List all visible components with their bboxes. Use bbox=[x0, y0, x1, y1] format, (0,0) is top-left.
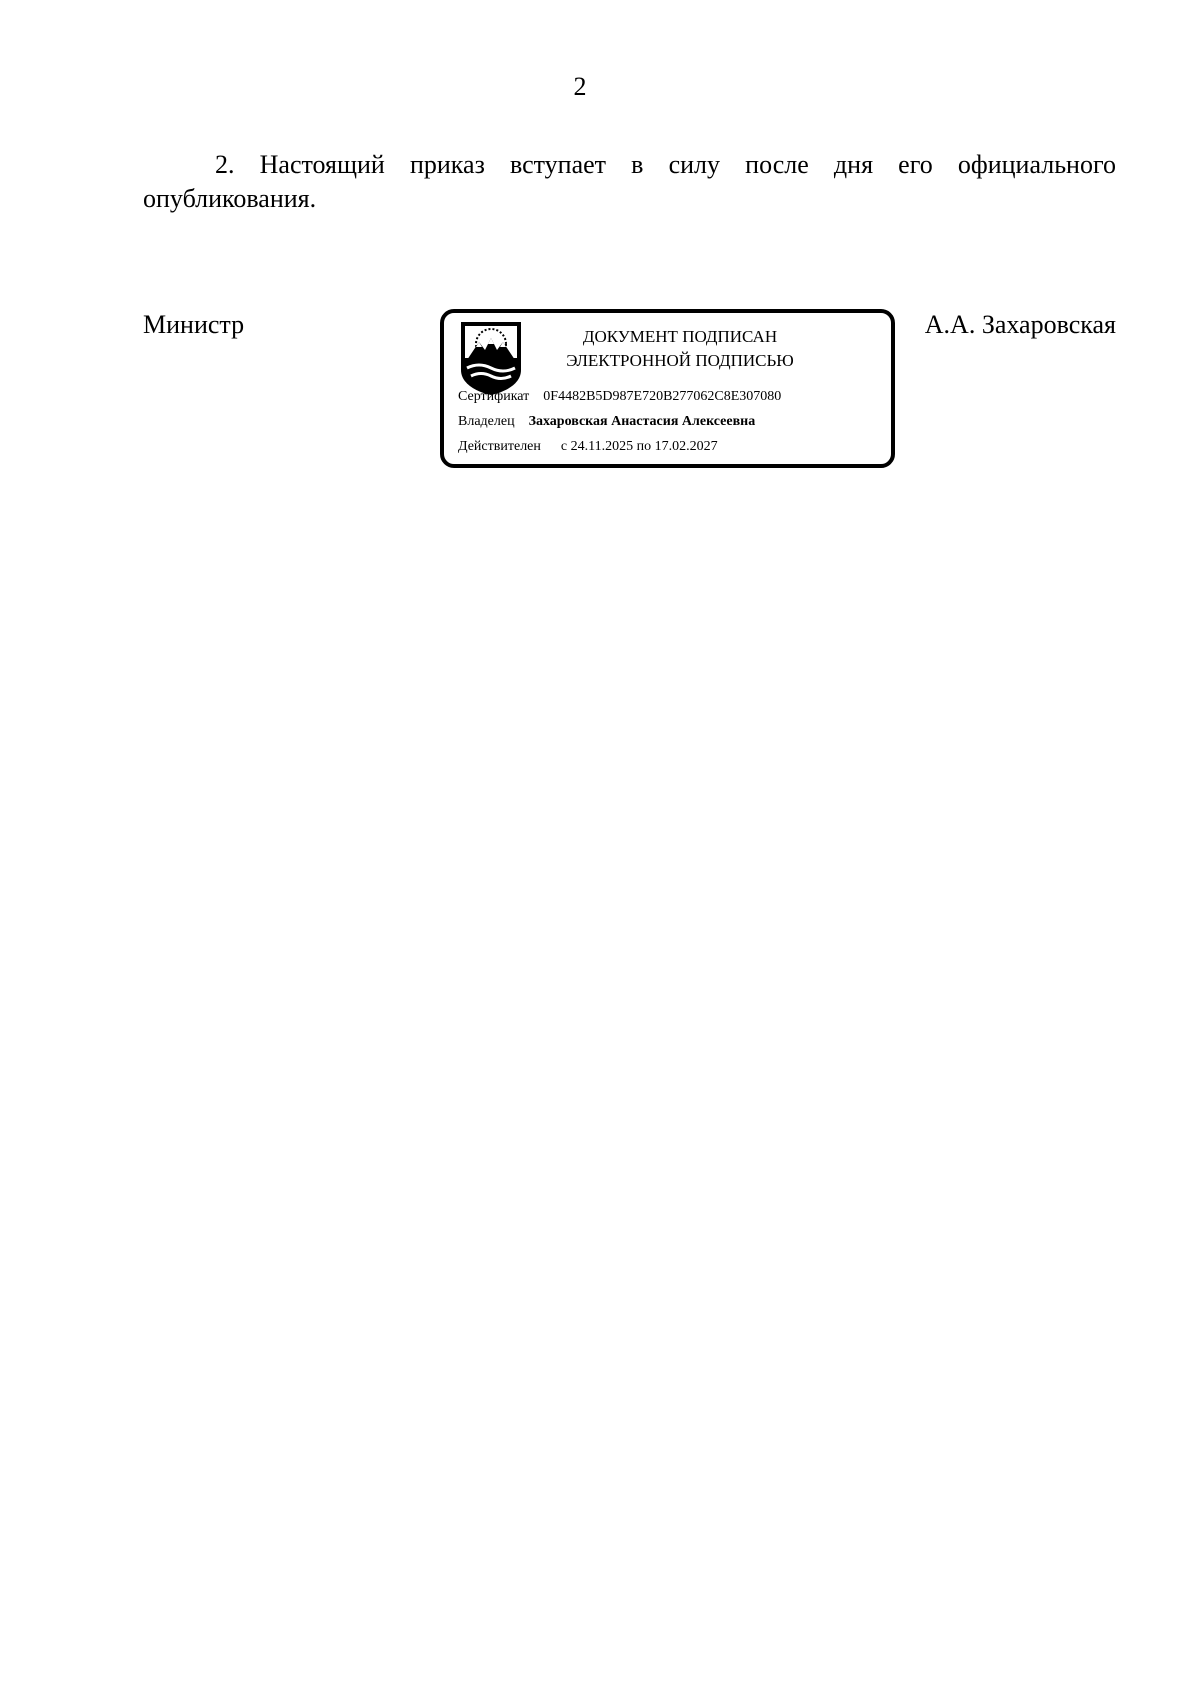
validity-label: Действителен bbox=[458, 439, 541, 454]
signer-position: Министр bbox=[143, 310, 245, 339]
certificate-label: Сертификат bbox=[458, 389, 530, 404]
page-number: 2 bbox=[573, 72, 587, 101]
stamp-title-line-2: ЭЛЕКТРОННОЙ ПОДПИСЬЮ bbox=[566, 351, 794, 370]
body-paragraph: 2. Настоящий приказ вступает в силу после дня его официального опубликования. bbox=[143, 150, 1116, 213]
certificate-value: 0F4482B5D987E720B277062C8E307080 bbox=[543, 389, 782, 404]
owner-value: Захаровская Анастасия Алексеевна bbox=[528, 414, 756, 429]
owner-label: Владелец bbox=[458, 414, 515, 429]
stamp-title-line-1: ДОКУМЕНТ ПОДПИСАН bbox=[582, 327, 778, 346]
validity-value: с 24.11.2025 по 17.02.2027 bbox=[560, 439, 718, 454]
validity-row bbox=[458, 439, 718, 455]
signer-name: А.А. Захаровская bbox=[924, 310, 1116, 339]
certificate-row bbox=[458, 389, 781, 405]
owner-row bbox=[458, 414, 755, 430]
coat-of-arms-icon bbox=[459, 320, 523, 396]
electronic-signature-stamp bbox=[440, 309, 895, 468]
stamp-title bbox=[532, 325, 828, 373]
